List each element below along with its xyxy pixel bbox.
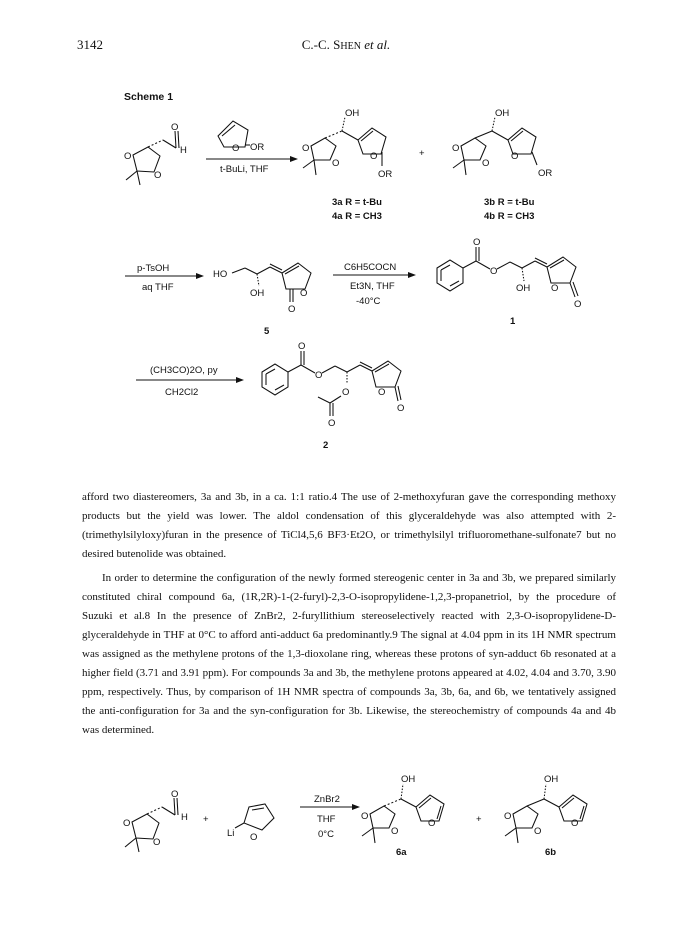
- compound-2-structure: [262, 351, 401, 416]
- ring-o: O: [504, 811, 512, 822]
- carbonyl-o: O: [397, 403, 405, 414]
- reagent-or: OR: [250, 142, 265, 153]
- running-head: C.-C. SHEN et al.: [301, 37, 391, 52]
- ring-o: O: [302, 143, 310, 154]
- ring-o: O: [361, 811, 369, 822]
- label-4b: 4b R = CH3: [484, 211, 535, 222]
- reagent-thf: THF: [317, 814, 336, 825]
- ring-o: O: [534, 826, 542, 837]
- furan-o: O: [232, 143, 240, 154]
- lithium-label: Li: [227, 828, 235, 839]
- furan-o: O: [571, 818, 579, 829]
- page-number: 3142: [77, 37, 103, 52]
- ring-o: O: [391, 826, 399, 837]
- furan-o: O: [511, 151, 519, 162]
- ring-o: O: [452, 143, 460, 154]
- scheme-title: Scheme 1: [124, 91, 174, 103]
- label-3b: 3b R = t-Bu: [484, 197, 535, 208]
- aldehyde-o: O: [171, 122, 179, 133]
- paragraph-1: afford two diastereomers, 3a and 3b, in a ca. 1:1 ratio.4 The use of 2-methoxyfuran gave the corresponding methoxy products but the yield was lower. The aldol condensation of this glyceraldehyde was also attempted with 2-(trimethylsilyloxy)furan in the presence of TiCl4,5,6 BF3·Et2O, or trimethylsilyl trifluoromethane-sulfonate7 but no desired butenolide was obtained.: [82, 491, 616, 560]
- paragraph-2: In order to determine the configuration of the newly formed stereogenic center in 3a and 3b, we prepared similarly constituted chiral compound 6a, (1R,2R)-1-(2-furyl)-2,3-O-isopropylidene-1,2,3-propanetriol, by the procedure of Suzuki et al.8 In the presence of ZnBr2, 2-furyllithium stereoselectively reacted with 2,3-O-isopropylidene-D-glyceraldehyde in THF at 0°C to afford anti-adduct 6a predominantly.9 The signal at 4.04 ppm in its 1H NMR spectrum was assigned as the methylene protons of the 1,3-dioxolane ring, whereas these protons of syn-adduct 6b resonated at a higher field (3.71 and 3.91 ppm). For compounds 3a and 3b, the methylene protons appeared at 4.02, 4.04 and 3.70, 3.90 ppm, respectively. Thus, by comparison of 1H NMR spectra of compounds 3a, 3b, 6a, and 6b, we tentatively assigned the anti-configuration for 3a and the syn-configuration for 3b. Likewise, the stereochemistry of compounds 4a and 4b was determined.: [82, 572, 616, 736]
- ring-o: O: [332, 158, 340, 169]
- plus-sign: +: [203, 814, 209, 825]
- aldehyde-o: O: [171, 789, 179, 800]
- aldehyde-h: H: [181, 812, 188, 823]
- label-6b: 6b: [545, 847, 557, 858]
- or-3a: OR: [378, 169, 393, 180]
- ring-o: O: [124, 151, 132, 162]
- reagent-ac2o: (CH3CO)2O, py: [150, 365, 218, 376]
- furan-o: O: [370, 151, 378, 162]
- ring-o: O: [482, 158, 490, 169]
- glyceraldehyde-structure: [126, 131, 179, 185]
- ring-o: O: [123, 818, 131, 829]
- label-4a: 4a R = CH3: [332, 211, 382, 222]
- plus-sign: +: [476, 814, 482, 825]
- carbonyl-o: O: [574, 299, 582, 310]
- label-5: 5: [264, 326, 270, 337]
- glyceraldehyde-structure-2: [125, 798, 178, 852]
- acetyl-o: O: [328, 418, 336, 429]
- reagent-znbr2: ZnBr2: [314, 794, 340, 805]
- label-6a: 6a: [396, 847, 407, 858]
- lactone-o: O: [378, 387, 386, 398]
- acetate-o: O: [342, 387, 350, 398]
- reagent-ch2cl2: CH2Cl2: [165, 387, 199, 398]
- oh-3b: OH: [495, 108, 510, 119]
- reagent-temp: -40°C: [356, 296, 381, 307]
- label-1: 1: [510, 316, 516, 327]
- reagent-c6h5cocn: C6H5COCN: [344, 262, 397, 273]
- ring-o: O: [153, 837, 161, 848]
- reagent-0c: 0°C: [318, 829, 334, 840]
- reagent-aq-thf: aq THF: [142, 282, 174, 293]
- aldehyde-h: H: [180, 145, 187, 156]
- oh-5: OH: [250, 288, 265, 299]
- product-6b-structure: [505, 784, 587, 843]
- oh-6b: OH: [544, 774, 559, 785]
- oh-6a: OH: [401, 774, 416, 785]
- furan-o: O: [250, 832, 258, 843]
- oh-1: OH: [516, 283, 531, 294]
- reagent-et3n: Et3N, THF: [350, 281, 395, 292]
- or-3b: OR: [538, 168, 553, 179]
- ketone-o: O: [298, 341, 306, 352]
- label-3a: 3a R = t-Bu: [332, 197, 382, 208]
- ketone-o: O: [473, 237, 481, 248]
- reagent-ptsoh-text: p-TsOH: [137, 263, 170, 274]
- label-2: 2: [323, 440, 329, 451]
- oh-3a: OH: [345, 108, 360, 119]
- ho-5: HO: [213, 269, 228, 280]
- ring-o: O: [154, 170, 162, 181]
- furan-o: O: [428, 818, 436, 829]
- plus-sign: +: [419, 148, 425, 159]
- furyllithium-structure: [235, 804, 274, 830]
- product-3b-structure: [453, 117, 537, 175]
- product-6a-structure: [362, 784, 444, 843]
- reagent-tbuli: t-BuLi, THF: [220, 164, 269, 175]
- ester-o: O: [490, 266, 498, 277]
- ester-o: O: [315, 370, 323, 381]
- lactone-o: O: [551, 283, 559, 294]
- lactone-o: O: [300, 288, 308, 299]
- product-3a-structure: [303, 117, 386, 175]
- carbonyl-o: O: [288, 304, 296, 315]
